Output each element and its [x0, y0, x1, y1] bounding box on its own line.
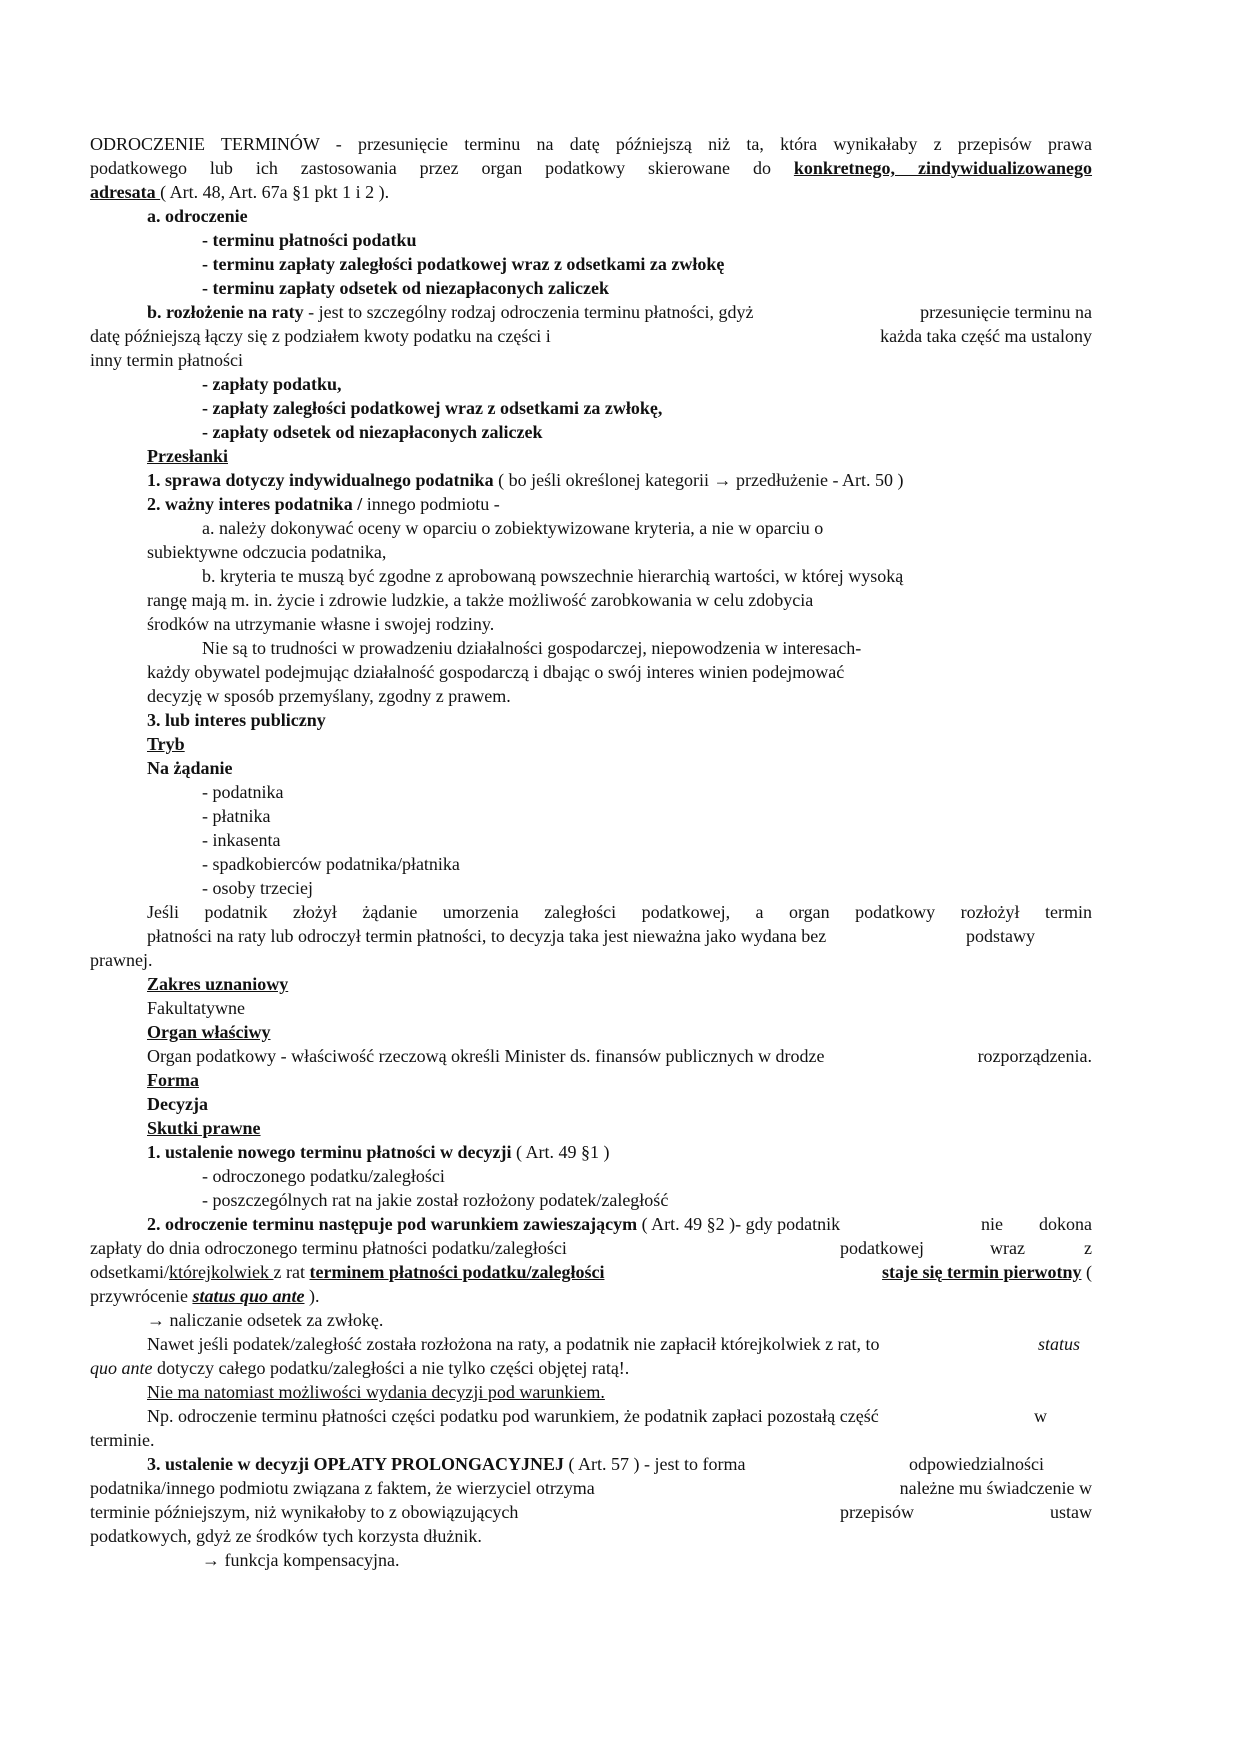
skutek-3	[147, 1452, 745, 1476]
skutek-2-text: podatkowej	[840, 1238, 924, 1258]
section-b-text: datę późniejszą łączy się z podziałem kwoty podatku na części i	[90, 326, 551, 346]
intro-reference: ( Art. 48, Art. 67a §1 pkt 1 i 2 ).	[160, 182, 390, 202]
section-b-item: - zapłaty podatku,	[202, 374, 342, 394]
skutek-2-text: nie	[981, 1214, 1003, 1234]
forma-heading: Forma	[147, 1070, 199, 1090]
section-b-title: b. rozłożenie na raty	[147, 302, 304, 322]
przeslanka-2-title: 2. ważny interes podatnika /	[147, 494, 367, 514]
skutek-2-note-line-2	[90, 1356, 629, 1380]
przeslanka-2-point: b. kryteria te muszą być zgodne z aprobowaną powszechnie hierarchią wartości, w której wysoką	[202, 566, 904, 586]
skutek-3-text: odpowiedzialności	[909, 1454, 1044, 1474]
przeslanka-2-note: innego podmiotu -	[366, 494, 500, 514]
przeslanka-1	[147, 468, 903, 492]
tryb-note: płatności na raty lub odroczył termin płatności, to decyzja taka jest nieważna jako wydana bez	[147, 926, 827, 946]
organ-heading: Organ właściwy	[147, 1022, 271, 1042]
skutek-1-item: - odroczonego podatku/zaległości	[202, 1166, 445, 1186]
intro-emphasis-1: konkretnego, zindywidualizowanego	[793, 158, 1093, 178]
skutek-2-text: ).	[304, 1286, 320, 1306]
section-b-text: każda taka część ma ustalony	[880, 326, 1092, 346]
skutek-2-note: quo ante	[90, 1358, 153, 1378]
tryb-item: - podatnika	[202, 782, 284, 802]
intro-text-1: ODROCZENIE TERMINÓW - przesunięcie terminu na datę późniejszą niż ta, która wynikałaby z przepisów prawa	[90, 134, 1092, 154]
tryb-note-line-1	[147, 900, 1092, 924]
skutek-2-note: Np. odroczenie terminu płatności części podatku pod warunkiem, że podatnik zapłaci pozostałą część	[147, 1406, 879, 1426]
przeslanka-1-note: ( bo jeśli określonej kategorii → przedłużenie - Art. 50 )	[493, 470, 904, 490]
skutek-2-note: dotyczy całego podatku/zaległości a nie tylko części objętej ratą!.	[152, 1358, 630, 1378]
przeslanka-1-title: 1. sprawa dotyczy indywidualnego podatnika	[147, 470, 494, 490]
skutek-2-note: w	[1034, 1406, 1047, 1426]
przeslanka-2-point: środków na utrzymanie własne i swojej rodziny.	[147, 614, 495, 634]
tryb-item: - osoby trzeciej	[202, 878, 313, 898]
skutek-2-text: wraz	[990, 1238, 1025, 1258]
skutek-2-emphasis: staje się termin pierwotny	[882, 1262, 1082, 1282]
section-a-title: a. odroczenie	[147, 206, 248, 226]
skutek-2-text: z rat	[273, 1262, 310, 1282]
przeslanka-2	[147, 492, 500, 516]
skutki-heading: Skutki prawne	[147, 1118, 261, 1138]
skutek-2-text: z	[1084, 1238, 1092, 1258]
skutek-1-item: - poszczególnych rat na jakie został rozłożony podatek/zaległość	[202, 1190, 669, 1210]
zakres-value: Fakultatywne	[147, 998, 245, 1018]
skutek-2-text: odsetkami/	[90, 1262, 169, 1282]
forma-value: Decyzja	[147, 1094, 208, 1114]
skutek-2-emphasis: terminem płatności podatku/zaległości	[309, 1262, 605, 1282]
skutek-1	[147, 1140, 609, 1164]
skutek-2-text: przywrócenie	[90, 1286, 193, 1306]
przeslanki-heading: Przesłanki	[147, 446, 228, 466]
section-a-item: - terminu płatności podatku	[202, 230, 417, 250]
skutek-2-text: dokona	[1039, 1214, 1092, 1234]
intro-line-1	[90, 132, 1092, 156]
section-b-text: inny termin płatności	[90, 350, 243, 370]
organ-text: rozporządzenia.	[977, 1046, 1092, 1066]
skutek-2-reference: ( Art. 49 §2 )- gdy podatnik	[637, 1214, 841, 1234]
tryb-item: - inkasenta	[202, 830, 281, 850]
skutek-3-text: przepisów	[840, 1502, 914, 1522]
section-b-text: przesunięcie terminu na	[920, 302, 1092, 322]
tryb-item: - płatnika	[202, 806, 271, 826]
skutek-2-note: Nawet jeśli podatek/zaległość została rozłożona na raty, a podatnik nie zapłacił którejkolwiek z rat, to	[147, 1334, 880, 1354]
section-a-item: - terminu zapłaty zaległości podatkowej wraz z odsetkami za zwłokę	[202, 254, 725, 274]
skutek-2-note: status	[1037, 1334, 1080, 1354]
tryb-heading: Tryb	[147, 734, 185, 754]
zakres-heading: Zakres uznaniowy	[147, 974, 289, 994]
tryb-item: - spadkobierców podatnika/płatnika	[202, 854, 460, 874]
przeslanka-2-note: każdy obywatel podejmując działalność gospodarczą i dbając o swój interes winien podejmować	[147, 662, 845, 682]
skutek-1-reference: ( Art. 49 §1 )	[511, 1142, 610, 1162]
intro-text-2: podatkowego lub ich zastosowania przez organ podatkowy skierowane do	[90, 158, 794, 178]
skutek-2-text: którejkolwiek	[169, 1262, 274, 1282]
skutek-2-text: zapłaty do dnia odroczonego terminu płatności podatku/zaległości	[90, 1238, 567, 1258]
section-b-text: - jest to szczególny rodzaj odroczenia terminu płatności, gdyż	[303, 302, 754, 322]
intro-line-3	[90, 180, 389, 204]
tryb-subheading: Na żądanie	[147, 758, 233, 778]
intro-emphasis-2: adresata	[90, 182, 161, 202]
tryb-note: podstawy	[966, 926, 1035, 946]
skutek-3-title: 3. ustalenie w decyzji OPŁATY PROLONGACYJNEJ	[147, 1454, 564, 1474]
skutek-3-text: podatkowych, gdyż ze środków tych korzysta dłużnik.	[90, 1526, 482, 1546]
skutek-2-arrow-note: → naliczanie odsetek za zwłokę.	[147, 1310, 384, 1330]
skutek-2-title: 2. odroczenie terminu następuje pod warunkiem zawieszającym	[147, 1214, 638, 1234]
tryb-note: Jeśli podatnik złożył żądanie umorzenia zaległości podatkowej, a organ podatkowy rozłożył termin	[147, 902, 1092, 922]
section-b-line-1	[147, 300, 753, 324]
section-b-item: - zapłaty zaległości podatkowej wraz z odsetkami za zwłokę,	[202, 398, 663, 418]
przeslanka-2-point: subiektywne odczucia podatnika,	[147, 542, 387, 562]
przeslanka-2-point: rangę mają m. in. życie i zdrowie ludzkie, a także możliwość zarobkowania w celu zdobycia	[147, 590, 814, 610]
skutek-3-text: ustaw	[1050, 1502, 1092, 1522]
section-a-item: - terminu zapłaty odsetek od niezapłaconych zaliczek	[202, 278, 609, 298]
section-b-item: - zapłaty odsetek od niezapłaconych zaliczek	[202, 422, 543, 442]
przeslanka-3: 3. lub interes publiczny	[147, 710, 326, 730]
przeslanka-2-note: Nie są to trudności w prowadzeniu działalności gospodarczej, niepowodzenia w interesach-	[202, 638, 862, 658]
tryb-note: prawnej.	[90, 950, 153, 970]
skutek-2-line-4	[90, 1284, 320, 1308]
przeslanka-2-point: a. należy dokonywać oceny w oparciu o zobiektywizowane kryteria, a nie w oparciu o	[202, 518, 824, 538]
skutek-1-title: 1. ustalenie nowego terminu płatności w decyzji	[147, 1142, 512, 1162]
skutek-3-text: podatnika/innego podmiotu związana z faktem, że wierzyciel otrzyma	[90, 1478, 595, 1498]
skutek-3-text: terminie późniejszym, niż wynikałoby to z obowiązujących	[90, 1502, 519, 1522]
organ-text: Organ podatkowy - właściwość rzeczową określi Minister ds. finansów publicznych w drodze	[147, 1046, 825, 1066]
skutek-3-arrow-note: → funkcja kompensacyjna.	[202, 1550, 400, 1570]
skutek-2-line-3	[90, 1260, 604, 1284]
skutek-3-reference: ( Art. 57 ) - jest to forma	[563, 1454, 746, 1474]
skutek-2-text: (	[1081, 1262, 1092, 1282]
skutek-2	[147, 1212, 840, 1236]
przeslanka-2-note: decyzję w sposób przemyślany, zgodny z prawem.	[147, 686, 511, 706]
intro-line-2	[90, 156, 1092, 180]
skutek-2-emphasis: status quo ante	[192, 1286, 305, 1306]
skutek-2-line-3-right	[882, 1260, 1092, 1284]
skutek-3-text: należne mu świadczenie w	[899, 1478, 1092, 1498]
skutek-2-note: Nie ma natomiast możliwości wydania decyzji pod warunkiem.	[147, 1382, 605, 1402]
skutek-2-note: terminie.	[90, 1430, 155, 1450]
